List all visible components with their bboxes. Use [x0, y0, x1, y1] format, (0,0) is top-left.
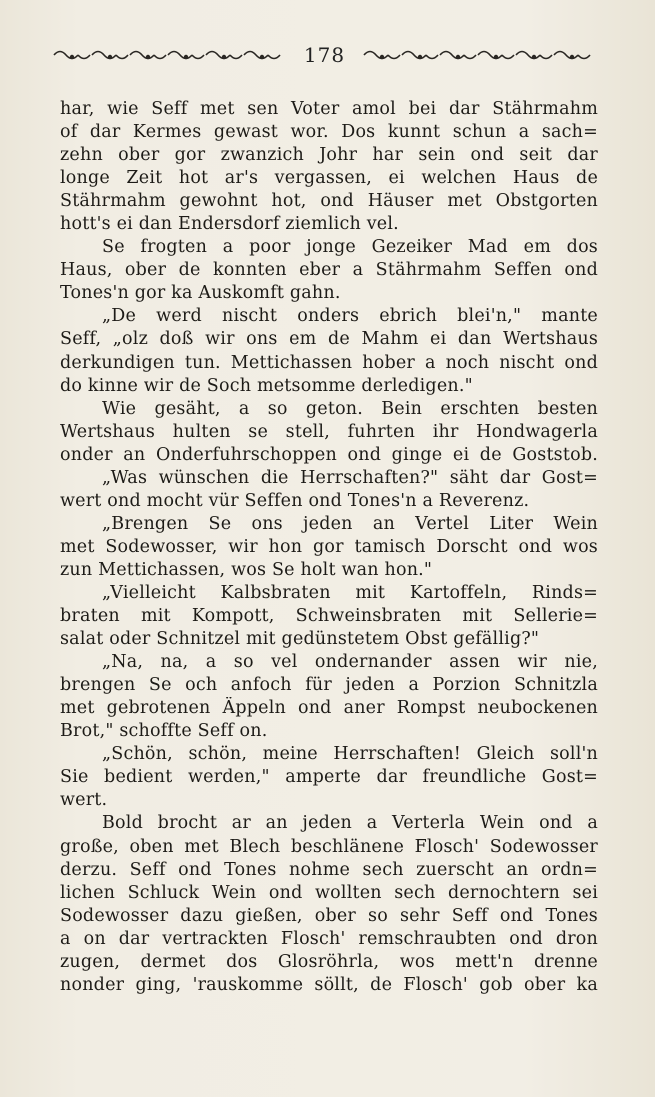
- text-line: lichen Schluck Wein ond wollten sech dernochtern sei: [60, 882, 598, 903]
- text-line: „Vielleicht Kalbsbraten mit Kartoffeln, Rinds=: [102, 582, 598, 603]
- text-line: Brot," schoffte Seff on.: [60, 721, 268, 742]
- decorative-ornament-left: [52, 47, 287, 63]
- text-line: Haus, ober de konnten eber a Stährmahm Seffen ond: [60, 260, 598, 281]
- text-line: zugen, dermet dos Glosröhrla, wos mett'n drenne: [60, 951, 598, 972]
- text-line: Wertshaus hulten se stell, fuhrten ihr Hondwagerla: [60, 421, 598, 442]
- text-line: do kinne wir de Soch metsomme derledigen.": [60, 375, 473, 396]
- text-line: derzu. Seff ond Tones nohme sech zuerscht an ordn=: [60, 859, 598, 880]
- text-line: wert ond mocht vür Seffen ond Tones'n a Reverenz.: [60, 490, 530, 511]
- text-line: „Was wünschen die Herrschaften?" säht dar Gost=: [102, 467, 598, 488]
- page-header: [52, 38, 597, 72]
- text-line: met gebrotenen Äppeln ond aner Rompst neubockenen: [60, 698, 598, 719]
- text-line: nonder ging, 'rauskomme söllt, de Flosch' gob ober ka: [60, 974, 598, 995]
- text-line: „Na, na, a so vel ondernander assen wir nie,: [102, 652, 598, 673]
- text-line: Sie bedient werden," amperte dar freundliche Gost=: [60, 767, 598, 788]
- text-line: Sodewosser dazu gießen, ober so sehr Seff ond Tones: [60, 905, 598, 926]
- text-line: derkundigen tun. Mettichassen hober a noch nischt ond: [60, 352, 598, 373]
- text-line: wert.: [60, 790, 108, 811]
- text-line: „Schön, schön, meine Herrschaften! Gleich soll'n: [102, 744, 598, 765]
- text-line: salat oder Schnitzel mit gedünstetem Obst gefällig?": [60, 629, 540, 650]
- text-line: Wie gesäht, a so geton. Bein erschten besten: [102, 398, 598, 419]
- decorative-ornament-right: [362, 47, 597, 63]
- text-line: har, wie Seff met sen Voter amol bei dar Stährmahm: [60, 99, 598, 119]
- text-line: onder an Onderfuhrschoppen ond ginge ei de Goststob.: [60, 444, 598, 465]
- text-line: große, oben met Blech beschlänene Flosch' Sodewosser: [60, 836, 598, 857]
- text-line: zun Mettichassen, wos Se holt wan hon.": [60, 559, 433, 580]
- body-text: [60, 98, 598, 997]
- text-line: zehn ober gor zwanzich Johr har sein ond seit dar: [60, 145, 598, 166]
- text-line: longe Zeit hot ar's vergassen, ei welchen Haus de: [60, 168, 598, 189]
- text-line: of dar Kermes gewast wor. Dos kunnt schun a sach=: [60, 122, 598, 143]
- text-line: „Brengen Se ons jeden an Vertel Liter Wein: [102, 513, 598, 534]
- text-line: Seff, „olz doß wir ons em de Mahm ei dan Wertshaus: [60, 329, 598, 350]
- text-line: „De werd nischt onders ebrich blei'n," mante: [102, 306, 598, 327]
- text-line: hott's ei dan Endersdorf ziemlich vel.: [60, 214, 399, 235]
- text-line: brengen Se och anfoch für jeden a Porzion Schnitzla: [60, 675, 598, 696]
- text-line: met Sodewosser, wir hon gor tamisch Dorscht ond wos: [60, 536, 598, 557]
- page-number: 178: [303, 43, 346, 67]
- text-line: Stährmahm gewohnt hot, ond Häuser met Obstgorten: [60, 191, 598, 212]
- text-line: a on dar vertrackten Flosch' remschraubten ond dron: [60, 928, 598, 949]
- text-line: Se frogten a poor jonge Gezeiker Mad em dos: [102, 237, 598, 258]
- text-line: Tones'n gor ka Auskomft gahn.: [60, 283, 341, 304]
- text-line: Bold brocht ar an jeden a Verterla Wein ond a: [102, 813, 598, 834]
- text-line: braten mit Kompott, Schweinsbraten mit Sellerie=: [60, 606, 598, 627]
